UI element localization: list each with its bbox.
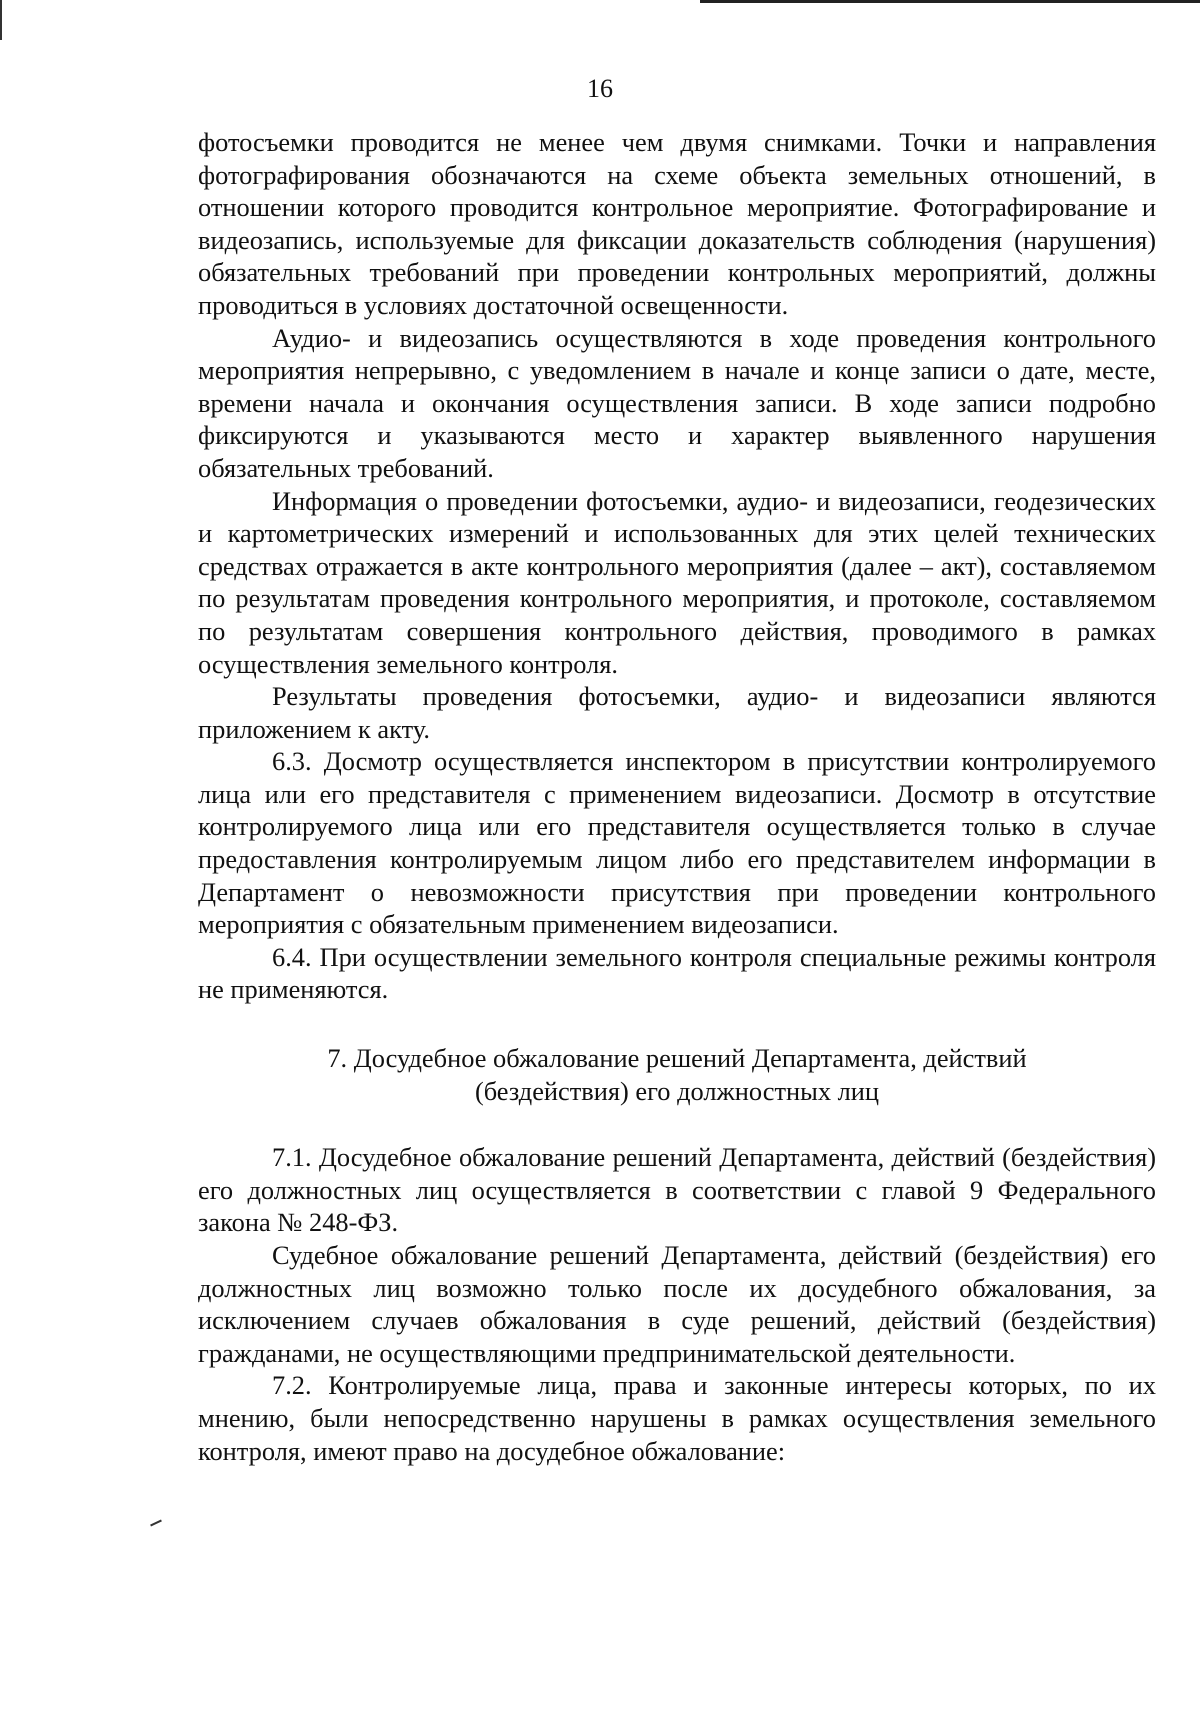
scan-edge-top [700, 0, 1200, 3]
paragraph-7-2: 7.2. Контролируемые лица, права и законные интересы которых, по их мнению, были непосредственно нарушены в рамках осуществления земельного контроля, имеют право на досудебное обжалование: [198, 1370, 1156, 1466]
paragraph-court-appeal: Судебное обжалование решений Департамента, действий (бездействия) его должностных лиц возможно только после их досудебного обжалования, за исключением случаев обжалования в суде решений, действий (бездействия) гражданами, не осуществляющими предпринимательской деятельности. [198, 1240, 1156, 1368]
section-heading-line-2: (бездействия) его должностных лиц [474, 1075, 880, 1106]
section-heading [198, 1042, 1156, 1107]
section-heading-line-1: 7. Досудебное обжалование решений Департамента, действий [327, 1043, 1027, 1074]
document-body [198, 126, 1156, 1467]
paragraph-results: Результаты проведения фотосъемки, аудио- и видеозаписи являются приложением к акту. [198, 681, 1156, 744]
paragraph-information: Информация о проведении фотосъемки, аудио- и видеозаписи, геодезических и картометрических измерений и использованных для этих целей технических средствах отражается в акте контрольного мероприятия (далее – акт), составляемом по результатам проведения контрольного мероприятия, и протоколе, составляемом по результатам совершения контрольного действия, проводимого в рамках осуществления земельного контроля. [198, 485, 1156, 679]
paragraph-continuation: фотосъемки проводится не менее чем двумя снимками. Точки и направления фотографирования обозначаются на схеме объекта земельных отношений, в отношении которого проводится контрольное мероприятие. Фотографирование и видеозапись, используемые для фиксации доказательств соблюдения (нарушения) обязательных требований при проведении контрольных мероприятий, должны проводиться в условиях достаточной освещенности. [198, 127, 1156, 320]
page-number: 16 [587, 74, 613, 103]
margin-pen-mark [150, 1520, 162, 1527]
paragraph-7-1: 7.1. Досудебное обжалование решений Департамента, действий (бездействия) его должностных лиц осуществляется в соответствии с главой 9 Федерального закона № 248-ФЗ. [198, 1142, 1156, 1238]
scan-edge-left [0, 0, 2, 40]
paragraph-audio-video: Аудио- и видеозапись осуществляются в ходе проведения контрольного мероприятия непрерывно, с уведомлением в начале и конце записи о дате, месте, времени начала и окончания осуществления записи. В ходе записи подробно фиксируются и указываются место и характер выявленного нарушения обязательных требований. [198, 322, 1156, 483]
paragraph-6-4: 6.4. При осуществлении земельного контроля специальные режимы контроля не применяются. [198, 941, 1156, 1005]
paragraph-6-3: 6.3. Досмотр осуществляется инспектором в присутствии контролируемого лица или его представителя с применением видеозаписи. Досмотр в отсутствие контролируемого лица или его представителя осуществляется только в случае предоставления контролируемым лицом либо его представителем информации в Департамент о невозможности присутствия при проведении контрольного мероприятия с обязательным применением видеозаписи. [198, 746, 1156, 940]
